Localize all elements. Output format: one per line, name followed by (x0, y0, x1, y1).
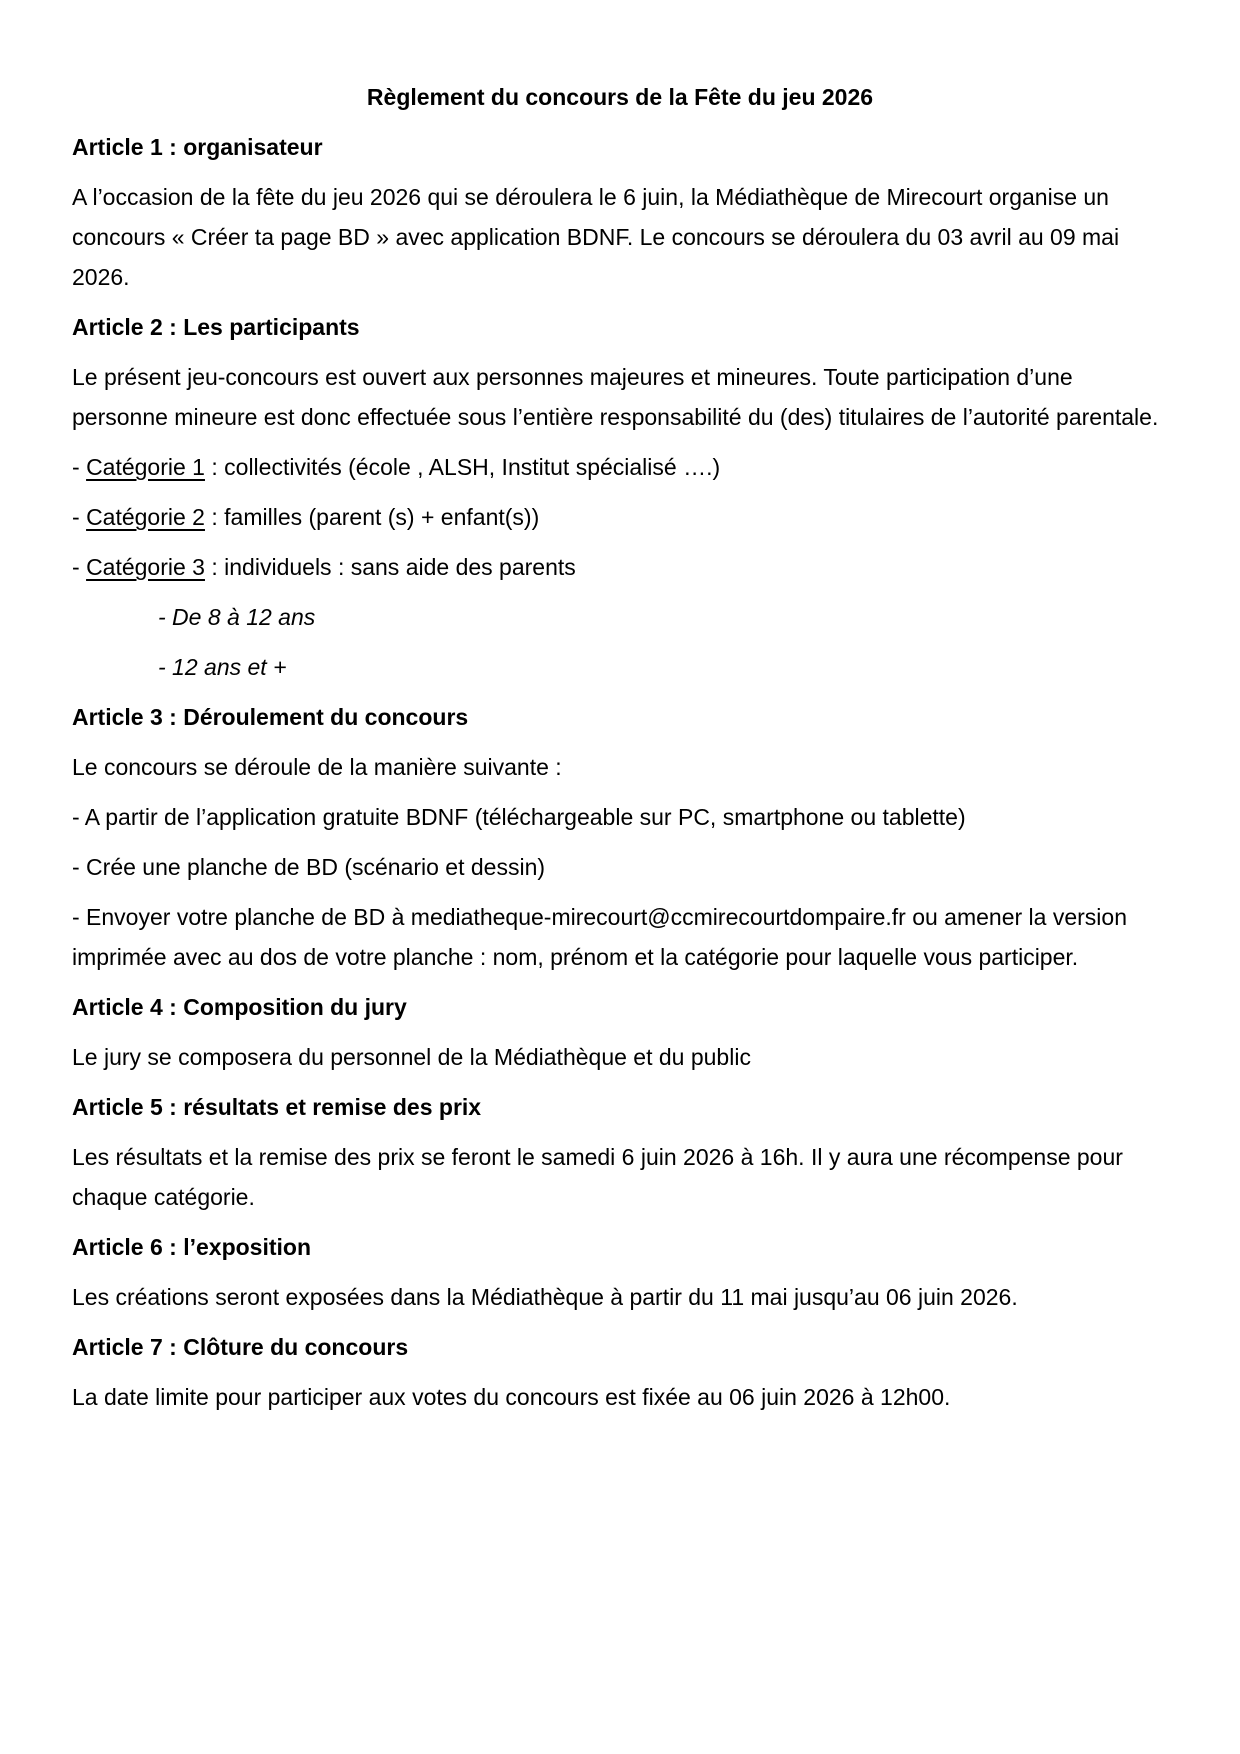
article-6-heading: Article 6 : l’exposition (72, 1234, 311, 1260)
category-1-dash: - (72, 454, 87, 480)
category-3-text: : individuels : sans aide des parents (204, 554, 576, 580)
article-3 (72, 697, 1168, 977)
article-4 (72, 987, 1168, 1077)
category-item-3 (72, 547, 1168, 587)
article-3-item-1: - A partir de l’application gratuite BDNF (téléchargeable sur PC, smartphone ou tablette) (72, 804, 966, 830)
article-3-heading: Article 3 : Déroulement du concours (72, 704, 469, 730)
article-7 (72, 1327, 1168, 1417)
article-6-paragraph: Les créations seront exposées dans la Médiathèque à partir du 11 mai jusqu’au 06 juin 2026. (72, 1284, 1018, 1310)
category-1-text: : collectivités (école , ALSH, Institut spécialisé ….) (204, 454, 721, 480)
document-title: Règlement du concours de la Fête du jeu 2026 (366, 84, 874, 110)
category-3-label: Catégorie 3 (86, 554, 205, 580)
article-3-intro: Le concours se déroule de la manière suivante : (72, 754, 562, 780)
category-3-dash: - (72, 554, 87, 580)
category-item-2 (72, 497, 1168, 537)
article-3-item-3: - Envoyer votre planche de BD à mediatheque-mirecourt@ccmirecourtdompaire.fr ou amener la version imprimée avec au dos de votre planche : nom, prénom et la catégorie pour laquelle vous participer. (72, 904, 1127, 970)
category-1-label: Catégorie 1 (86, 454, 205, 480)
article-4-paragraph: Le jury se composera du personnel de la Médiathèque et du public (72, 1044, 751, 1070)
article-5-paragraph: Les résultats et la remise des prix se feront le samedi 6 juin 2026 à 16h. Il y aura une récompense pour chaque catégorie. (72, 1144, 1123, 1210)
age-group-item-1: - De 8 à 12 ans (158, 604, 316, 630)
article-2 (72, 307, 1168, 687)
article-5-heading: Article 5 : résultats et remise des prix (72, 1094, 482, 1120)
category-2-text: : familles (parent (s) + enfant(s)) (204, 504, 540, 530)
article-6 (72, 1227, 1168, 1317)
article-1 (72, 127, 1168, 297)
article-3-item-2: - Crée une planche de BD (scénario et dessin) (72, 854, 546, 880)
article-7-heading: Article 7 : Clôture du concours (72, 1334, 409, 1360)
category-item-1 (72, 447, 1168, 487)
article-4-heading: Article 4 : Composition du jury (72, 994, 407, 1020)
category-2-dash: - (72, 504, 87, 530)
article-5 (72, 1087, 1168, 1217)
article-7-paragraph: La date limite pour participer aux votes du concours est fixée au 06 juin 2026 à 12h00. (72, 1384, 951, 1410)
age-group-item-2: - 12 ans et + (158, 654, 287, 680)
article-1-paragraph: A l’occasion de la fête du jeu 2026 qui se déroulera le 6 juin, la Médiathèque de Mirecourt organise un concours « Créer ta page BD » avec application BDNF. Le concours se déroulera du 03 avril au 09 mai 2026. (72, 184, 1120, 290)
category-2-label: Catégorie 2 (86, 504, 205, 530)
article-2-heading: Article 2 : Les participants (72, 314, 360, 340)
article-2-paragraph: Le présent jeu-concours est ouvert aux personnes majeures et mineures. Toute participation d’une personne mineure est donc effectuée sous l’entière responsabilité du (des) titulaires de l’autorité parentale. (72, 364, 1159, 430)
article-1-heading: Article 1 : organisateur (72, 134, 323, 160)
